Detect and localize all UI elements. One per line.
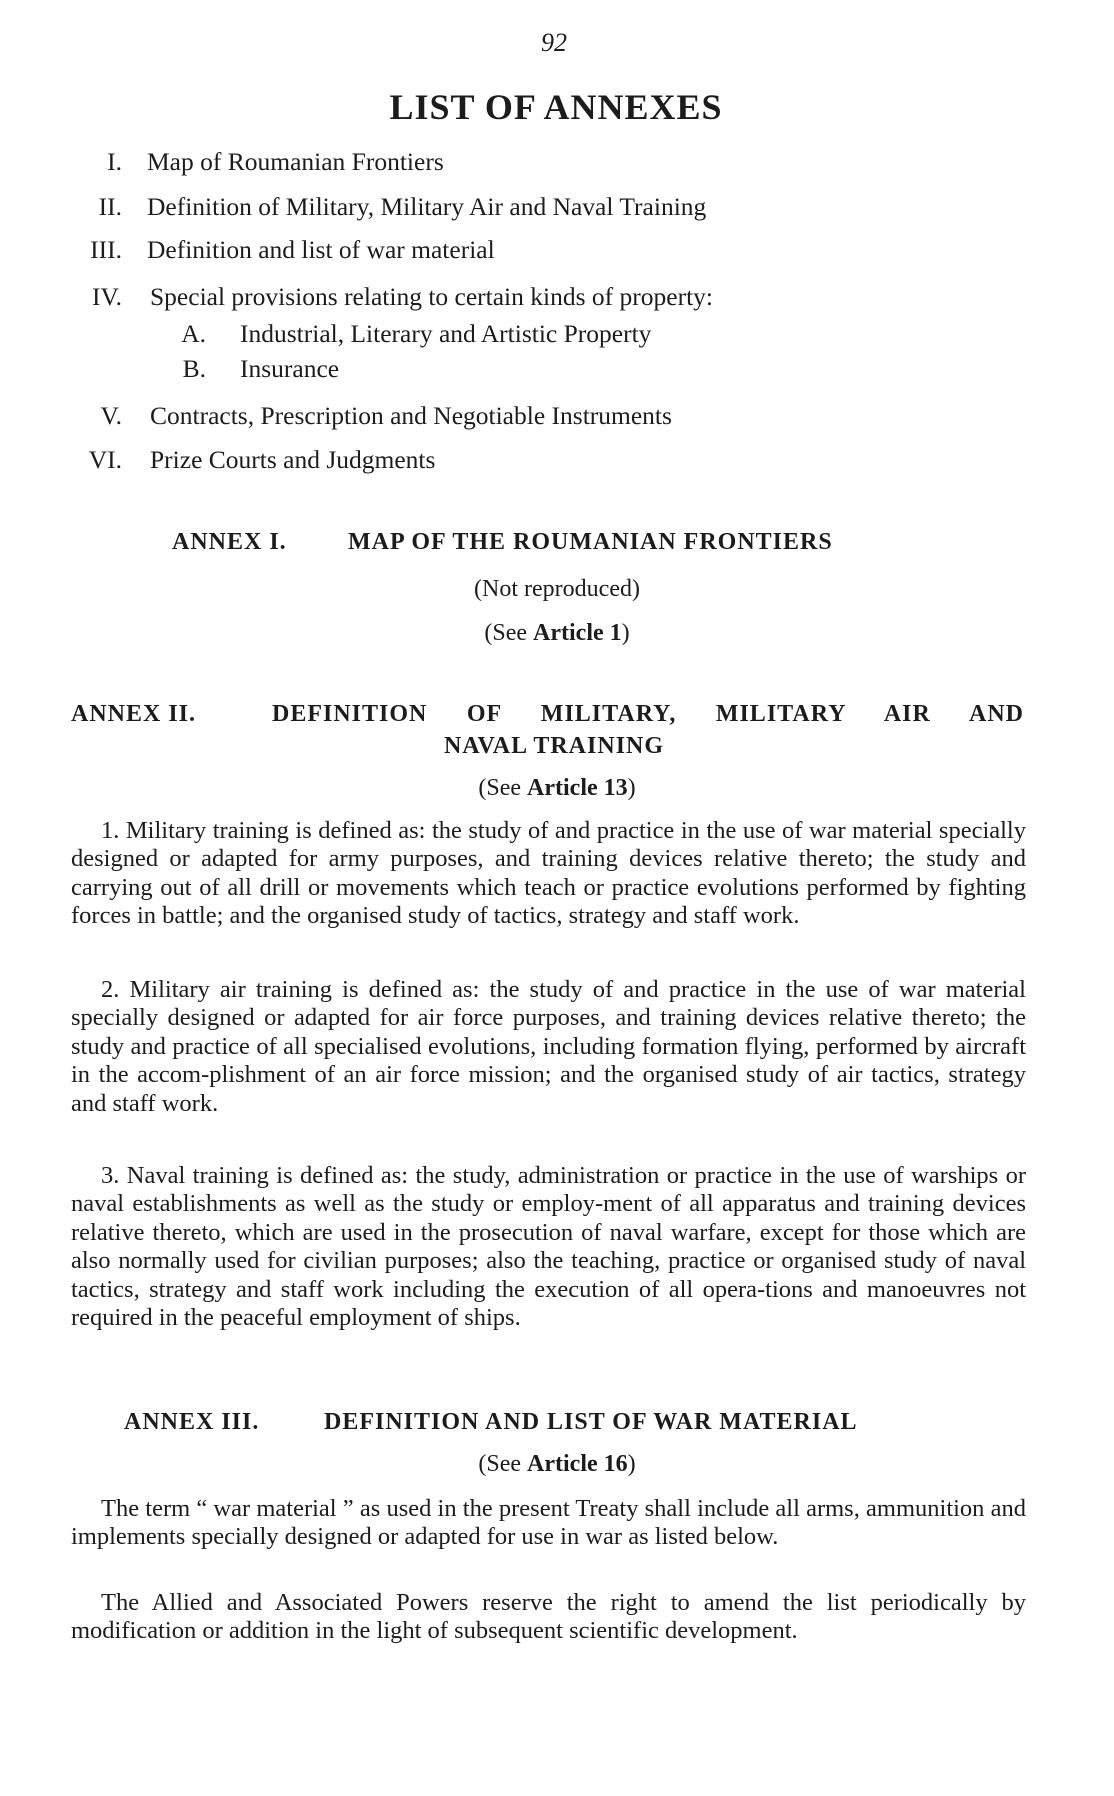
- annex-list-text: Contracts, Prescription and Negotiable Instruments: [150, 401, 672, 430]
- annex-list-text: Definition of Military, Military Air and Naval Training: [147, 192, 707, 221]
- annex-3-paragraph-1: [71, 1495, 1026, 1552]
- annex-list-text: Special provisions relating to certain kinds of property:: [150, 282, 713, 311]
- article-reference: Article 16: [527, 1451, 628, 1477]
- annex-list-number: V.: [100, 401, 122, 430]
- annex-1-label: ANNEX I.: [172, 529, 287, 555]
- annex-list-number: VI.: [88, 445, 122, 474]
- annex-list-letter: A.: [181, 319, 206, 348]
- article-reference: Article 1: [533, 620, 622, 646]
- annex-list-text: Industrial, Literary and Artistic Property: [240, 319, 652, 348]
- paragraph-text: 1. Military training is defined as: the study of and practice in the use of war material specially designed or adapted for army purposes, and training devices relative thereto; the study and carrying out of all drill or movements which teach or practice evolutions performed by fighting forces in battle; and the organised study of tactics, strategy and staff work.: [71, 817, 1026, 930]
- annex-list-text: Definition and list of war material: [147, 235, 495, 264]
- see-prefix: (See: [484, 620, 534, 646]
- annex-list-number: III.: [90, 235, 122, 264]
- annex-1-note: (Not reproduced): [474, 576, 640, 602]
- annex-2-title-line-2: NAVAL TRAINING: [443, 733, 665, 759]
- annex-3-label: ANNEX III.: [124, 1409, 260, 1435]
- annex-1-see-article: [0, 620, 1114, 647]
- paragraph-text: 3. Naval training is defined as: the study, administration or practice in the use of warships or naval establishments as well as the study or employ-ment of all apparatus and training devices relative thereto, which are used in the prosecution of naval warfare, except for those which are also normally used for civilian purposes; also the teaching, practice or organised study of naval tactics, strategy and staff work including the execution of all opera-tions and manoeuvres not required in the peaceful employment of ships.: [71, 1162, 1026, 1332]
- annex-list-number: II.: [98, 192, 122, 221]
- annex-3-paragraph-2: [71, 1589, 1026, 1646]
- annex-3-see-article: [0, 1451, 1114, 1478]
- annex-list-letter: B.: [182, 354, 206, 383]
- annex-2-title-line-1: DEFINITION OF MILITARY, MILITARY AIR AND: [272, 701, 1024, 727]
- annex-1-title: MAP OF THE ROUMANIAN FRONTIERS: [348, 529, 833, 555]
- paragraph-text: The Allied and Associated Powers reserve the right to amend the list periodically by modification or addition in the light of subsequent scientific development.: [71, 1589, 1026, 1645]
- annex-list-number: IV.: [92, 282, 122, 311]
- see-prefix: (See: [478, 775, 528, 801]
- annex-2-paragraph-1: [71, 817, 1026, 931]
- list-of-annexes-title: LIST OF ANNEXES: [389, 87, 723, 127]
- annex-list-text: Prize Courts and Judgments: [150, 445, 436, 474]
- article-reference: Article 13: [527, 775, 628, 801]
- annex-list-text: Map of Roumanian Frontiers: [147, 147, 444, 176]
- see-suffix: ): [627, 1451, 636, 1477]
- paragraph-text: 2. Military air training is defined as: the study of and practice in the use of war material specially designed or adapted for air force purposes, and training devices relative thereto; the study and practice of all specialised evolutions, including formation flying, performed by aircraft in the accom-plishment of an air force mission; and the organised study of air tactics, strategy and staff work.: [71, 976, 1026, 1117]
- annex-2-paragraph-3: [71, 1162, 1026, 1332]
- annex-2-label: ANNEX II.: [71, 701, 197, 727]
- see-prefix: (See: [478, 1451, 528, 1477]
- annex-3-title: DEFINITION AND LIST OF WAR MATERIAL: [324, 1409, 858, 1435]
- page-number: 92: [541, 28, 567, 57]
- annex-2-paragraph-2: [71, 976, 1026, 1118]
- see-suffix: ): [627, 775, 636, 801]
- annex-list-text: Insurance: [240, 354, 340, 383]
- paragraph-text: The term “ war material ” as used in the present Treaty shall include all arms, ammunition and implements specially designed or adapted for use in war as listed below.: [71, 1495, 1026, 1551]
- annex-list-number: I.: [107, 147, 122, 176]
- annex-2-see-article: [0, 775, 1114, 802]
- see-suffix: ): [621, 620, 630, 646]
